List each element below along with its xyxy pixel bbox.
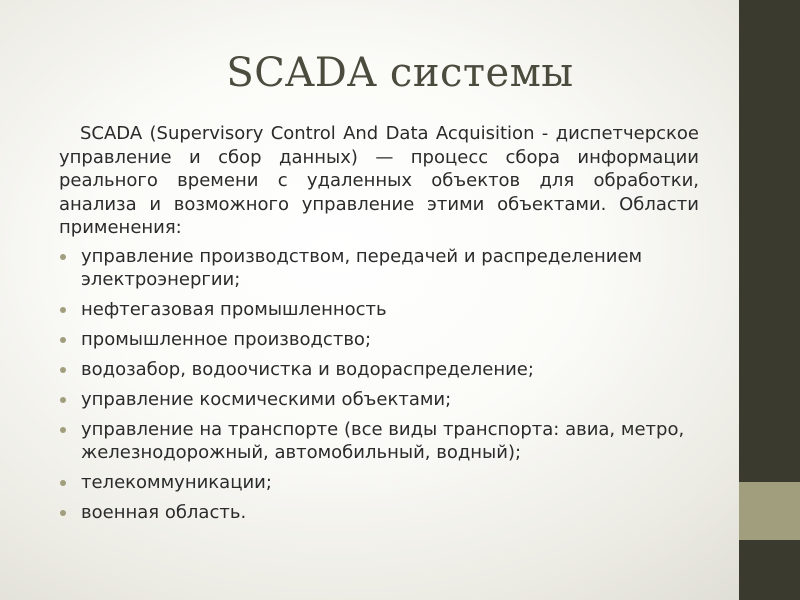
slide-title: SCADA системы bbox=[226, 50, 574, 96]
bullet-text: промышленное производство; bbox=[81, 329, 372, 350]
sidebar-band-accent bbox=[739, 482, 800, 540]
decorative-sidebar bbox=[739, 0, 800, 600]
bullet-list bbox=[58, 245, 706, 531]
bullet-icon bbox=[60, 307, 66, 313]
bullet-icon bbox=[60, 337, 66, 343]
bullet-text: управление на транспорте (все виды транспорта: авиа, метро, железнодорожный, автомобильный, водный); bbox=[81, 419, 685, 463]
bullet-icon bbox=[60, 427, 66, 433]
bullet-item bbox=[58, 298, 706, 321]
sidebar-band-bottom bbox=[739, 540, 800, 600]
bullet-text: телекоммуникации; bbox=[81, 472, 272, 493]
bullet-item bbox=[58, 418, 706, 464]
bullet-item bbox=[58, 245, 706, 291]
sidebar-band-top bbox=[739, 0, 800, 482]
bullet-text: управление космическими объектами; bbox=[81, 389, 452, 410]
bullet-icon bbox=[60, 254, 66, 260]
bullet-icon bbox=[60, 510, 66, 516]
bullet-text: управление производством, передачей и распределением электроэнергии; bbox=[81, 246, 643, 290]
bullet-item bbox=[58, 358, 706, 381]
intro-paragraph: SCADA (Supervisory Control And Data Acquisition - диспетчерское управление и сбор данных) — процесс сбора информации реального времени с удаленных объектов для обработки, анализа и возможного управление этими объектами. Области применения: bbox=[59, 123, 699, 238]
bullet-text: нефтегазовая промышленность bbox=[81, 299, 387, 320]
bullet-item bbox=[58, 471, 706, 494]
bullet-item bbox=[58, 501, 706, 524]
bullet-item bbox=[58, 328, 706, 351]
bullet-text: военная область. bbox=[81, 502, 247, 523]
bullet-icon bbox=[60, 367, 66, 373]
bullet-icon bbox=[60, 480, 66, 486]
bullet-item bbox=[58, 388, 706, 411]
bullet-icon bbox=[60, 397, 66, 403]
bullet-text: водозабор, водоочистка и водораспределение; bbox=[81, 359, 534, 380]
